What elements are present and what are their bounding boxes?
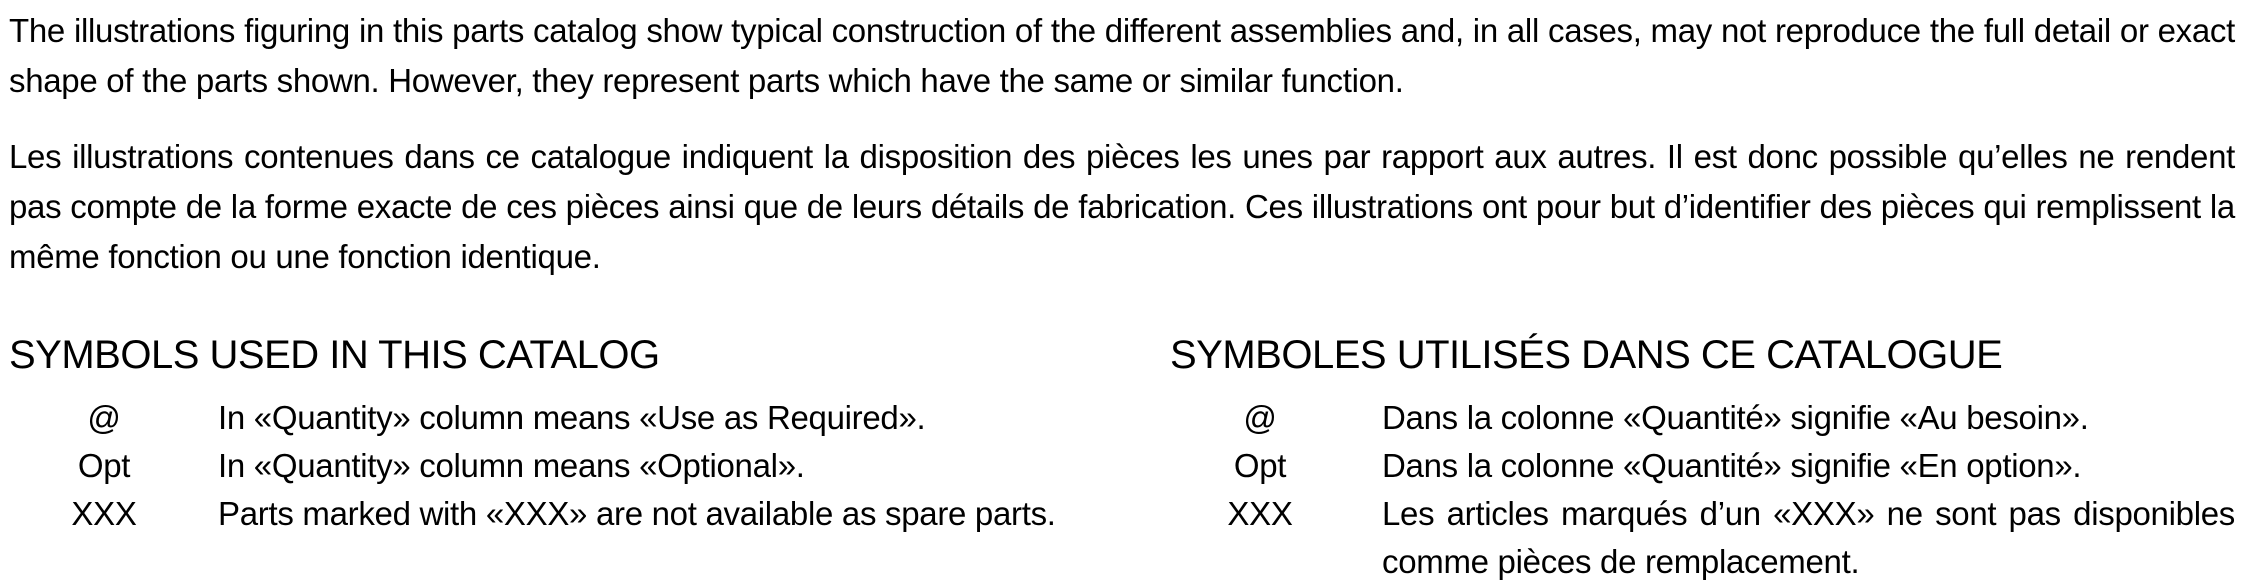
symbol-at-description: In «Quantity» column means «Use as Required».: [218, 399, 926, 436]
symbol-row-opt-fr: [1170, 442, 2235, 490]
symbol-row-at-fr: [1170, 394, 2235, 442]
symbol-opt-description: Dans la colonne «Quantité» signifie «En option».: [1382, 447, 2082, 484]
symbol-xxx-description: Les articles marqués d’un «XXX» ne sont pas disponibles comme pièces de remplacement.: [1382, 495, 2235, 580]
symbols-heading-english: SYMBOLS USED IN THIS CATALOG: [9, 333, 660, 377]
symbols-legend-section: [9, 332, 2235, 586]
symbols-column-english: [9, 332, 1170, 586]
symbol-at: @: [1243, 399, 1277, 436]
symbol-xxx-description: Parts marked with «XXX» are not available as spare parts.: [218, 495, 1056, 532]
symbol-xxx: XXX: [1227, 495, 1293, 532]
symbol-opt-description: In «Quantity» column means «Optional».: [218, 447, 805, 484]
notice-paragraph-french: Les illustrations contenues dans ce catalogue indiquent la disposition des pièces les unes par rapport aux autres. Il est donc possible qu’elles ne rendent pas compte de la forme exacte de ces pièces ainsi que de leurs détails de fabrication. Ces illustrations ont pour but d’identifier des pièces qui remplissent la même fonction ou une fonction identique.: [9, 138, 2235, 275]
symbols-column-french: [1170, 332, 2235, 586]
symbol-opt: Opt: [1233, 447, 1287, 484]
symbols-heading-french: SYMBOLES UTILISÉS DANS CE CATALOGUE: [1170, 333, 2003, 377]
symbol-at-description: Dans la colonne «Quantité» signifie «Au besoin».: [1382, 399, 2089, 436]
symbol-row-opt-en: [9, 442, 1140, 490]
symbol-at: @: [87, 399, 121, 436]
symbol-row-at-en: [9, 394, 1140, 442]
symbol-opt: Opt: [77, 447, 131, 484]
symbol-row-xxx-fr: [1170, 490, 2235, 586]
symbol-xxx: XXX: [71, 495, 137, 532]
symbol-row-xxx-en: [9, 490, 1140, 538]
notice-paragraph-english: The illustrations figuring in this parts catalog show typical construction of the different assemblies and, in all cases, may not reproduce the full detail or exact shape of the parts shown. However, they represent parts which have the same or similar function.: [9, 12, 2235, 99]
